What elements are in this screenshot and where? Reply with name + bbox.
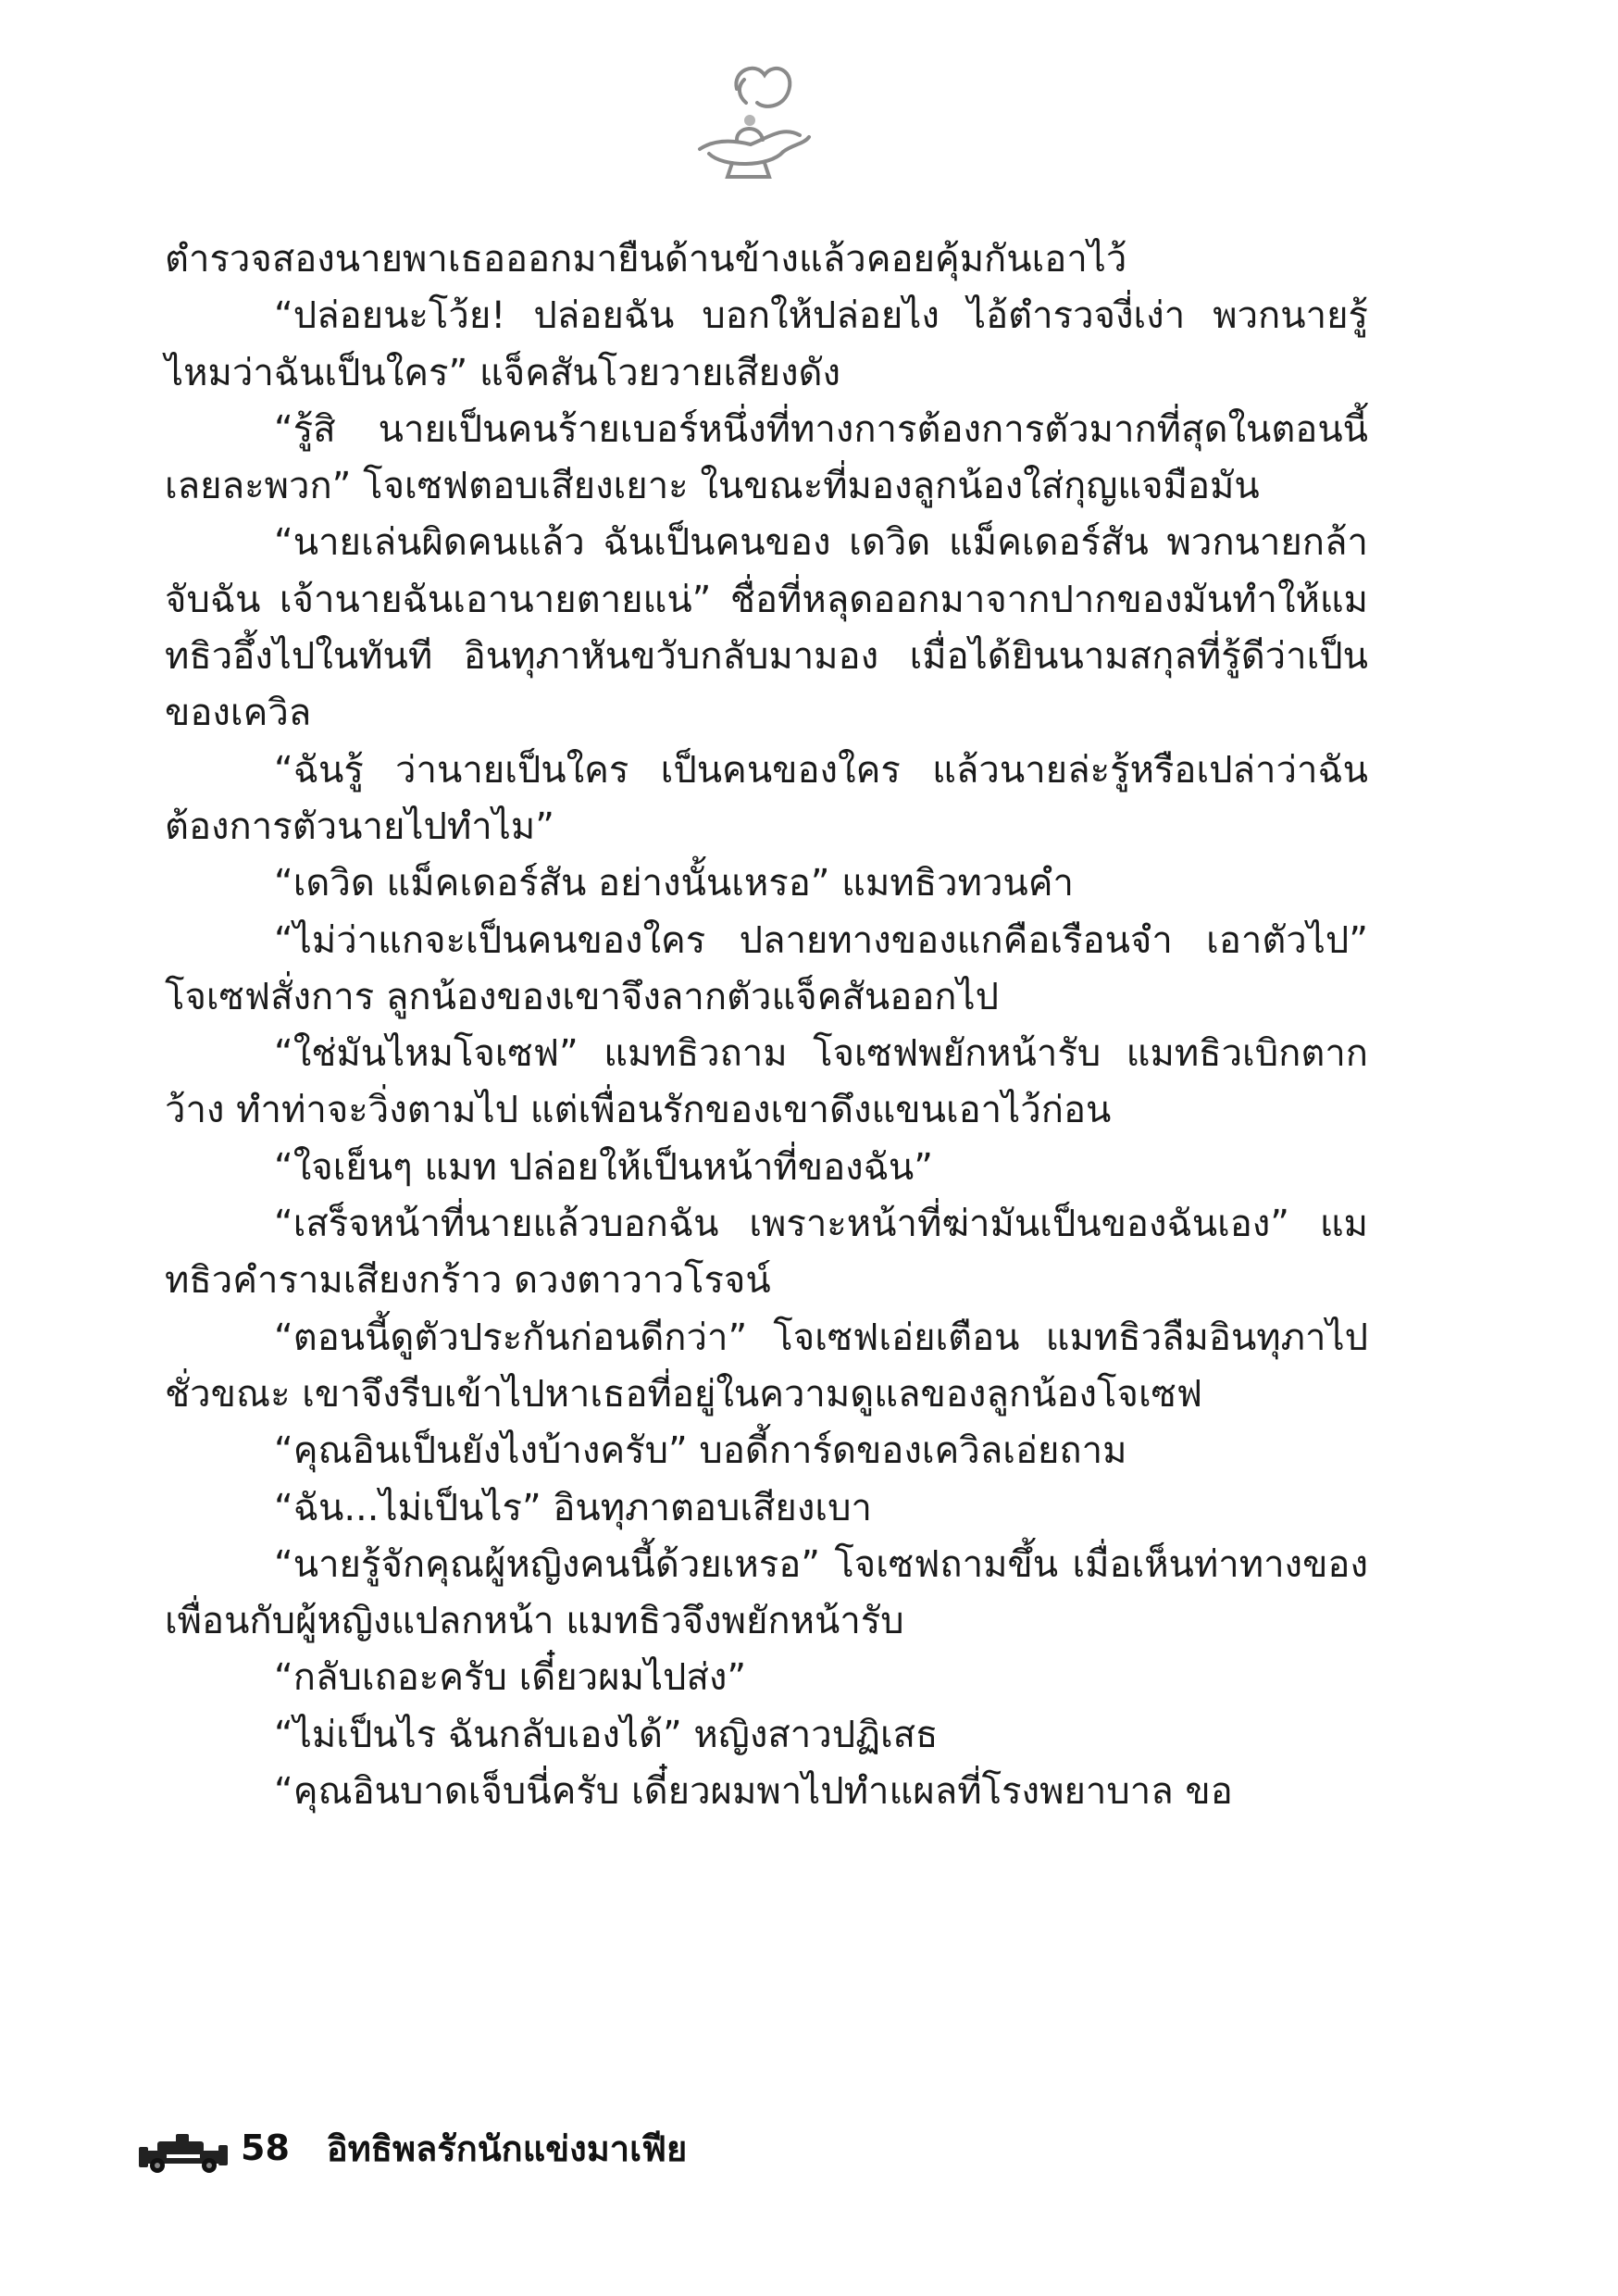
page-footer	[139, 2120, 687, 2176]
page-number: 58	[241, 2128, 290, 2168]
paragraph: “คุณอินเป็นยังไงบ้างครับ” บอดี้การ์ดของเควิลเอ่ยถาม	[274, 1429, 1127, 1473]
paragraph: “ไม่เป็นไร ฉันกลับเองได้” หญิงสาวปฏิเสธ	[274, 1713, 939, 1756]
paragraph: “ไม่ว่าแกจะเป็นคนของใคร ปลายทางของแกคือเรือนจำ เอาตัวไป” โจเซฟสั่งการ ลูกน้องของเขาจึงลากตัวแจ็คสันออกไป	[165, 918, 1368, 1018]
paragraph: “ฉัน...ไม่เป็นไร” อินทุภาตอบเสียงเบา	[274, 1486, 872, 1529]
body-text	[165, 231, 1368, 1820]
paragraph: “เสร็จหน้าที่นายแล้วบอกฉัน เพราะหน้าที่ฆ่ามันเป็นของฉันเอง” แมทธิวคำรามเสียงกร้าว ดวงตาวาวโรจน์	[165, 1203, 1368, 1303]
paragraph: “รู้สิ นายเป็นคนร้ายเบอร์หนึ่งที่ทางการต้องการตัวมากที่สุดในตอนนี้เลยละพวก” โจเซฟตอบเสียงเยาะ ในขณะที่มองลูกน้องใส่กุญแจมือมัน	[165, 407, 1368, 508]
paragraph: “นายรู้จักคุณผู้หญิงคนนี้ด้วยเหรอ” โจเซฟถามขึ้น เมื่อเห็นท่าทางของเพื่อนกับผู้หญิงแปลกหน้า แมทธิวจึงพยักหน้ารับ	[165, 1542, 1368, 1643]
book-title: อิทธิพลรักนักแข่งมาเฟีย	[326, 2128, 688, 2169]
paragraph: “ปล่อยนะโว้ย! ปล่อยฉัน บอกให้ปล่อยไง ไอ้ตำรวจงี่เง่า พวกนายรู้ไหมว่าฉันเป็นใคร” แจ็คสันโวยวายเสียงดัง	[165, 294, 1368, 394]
paragraph: “กลับเถอะครับ เดี๋ยวผมไปส่ง”	[274, 1656, 747, 1700]
paragraph: ตำรวจสองนายพาเธอออกมายืนด้านข้างแล้วคอยคุ้มกันเอาไว้	[165, 238, 1127, 281]
paragraph: “ใช่มันไหมโจเซฟ” แมทธิวถาม โจเซฟพยักหน้ารับ แมทธิวเบิกตากว้าง ทำท่าจะวิ่งตามไป แต่เพื่อนรักของเขาดึงแขนเอาไว้ก่อน	[165, 1032, 1368, 1132]
paragraph: “ฉันรู้ ว่านายเป็นใคร เป็นคนของใคร แล้วนายล่ะรู้หรือเปล่าว่าฉันต้องการตัวนายไปทำไม”	[165, 748, 1368, 848]
paragraph: “ตอนนี้ดูตัวประกันก่อนดีกว่า” โจเซฟเอ่ยเตือน แมทธิวลืมอินทุภาไปชั่วขณะ เขาจึงรีบเข้าไปหาเธอที่อยู่ในความดูแลของลูกน้องโจเซฟ	[165, 1316, 1368, 1416]
genie-lamp-icon	[681, 52, 820, 191]
paragraph: “ใจเย็นๆ แมท ปล่อยให้เป็นหน้าที่ของฉัน”	[274, 1145, 933, 1189]
paragraph: “คุณอินบาดเจ็บนี่ครับ เดี๋ยวผมพาไปทำแผลที่โรงพยาบาล ขอ	[274, 1770, 1233, 1814]
race-car-icon	[139, 2123, 228, 2173]
paragraph: “นายเล่นผิดคนแล้ว ฉันเป็นคนของ เดวิด แม็คเดอร์สัน พวกนายกล้าจับฉัน เจ้านายฉันเอานายตายแน่” ชื่อที่หลุดออกมาจากปากของมันทำให้แมทธิวอึ้งไปในทันที อินทุภาหันขวับกลับมามอง เมื่อได้ยินนามสกุลที่รู้ดีว่าเป็นของเควิล	[165, 521, 1368, 735]
paragraph: “เดวิด แม็คเดอร์สัน อย่างนั้นเหรอ” แมทธิวทวนคำ	[274, 862, 1074, 905]
